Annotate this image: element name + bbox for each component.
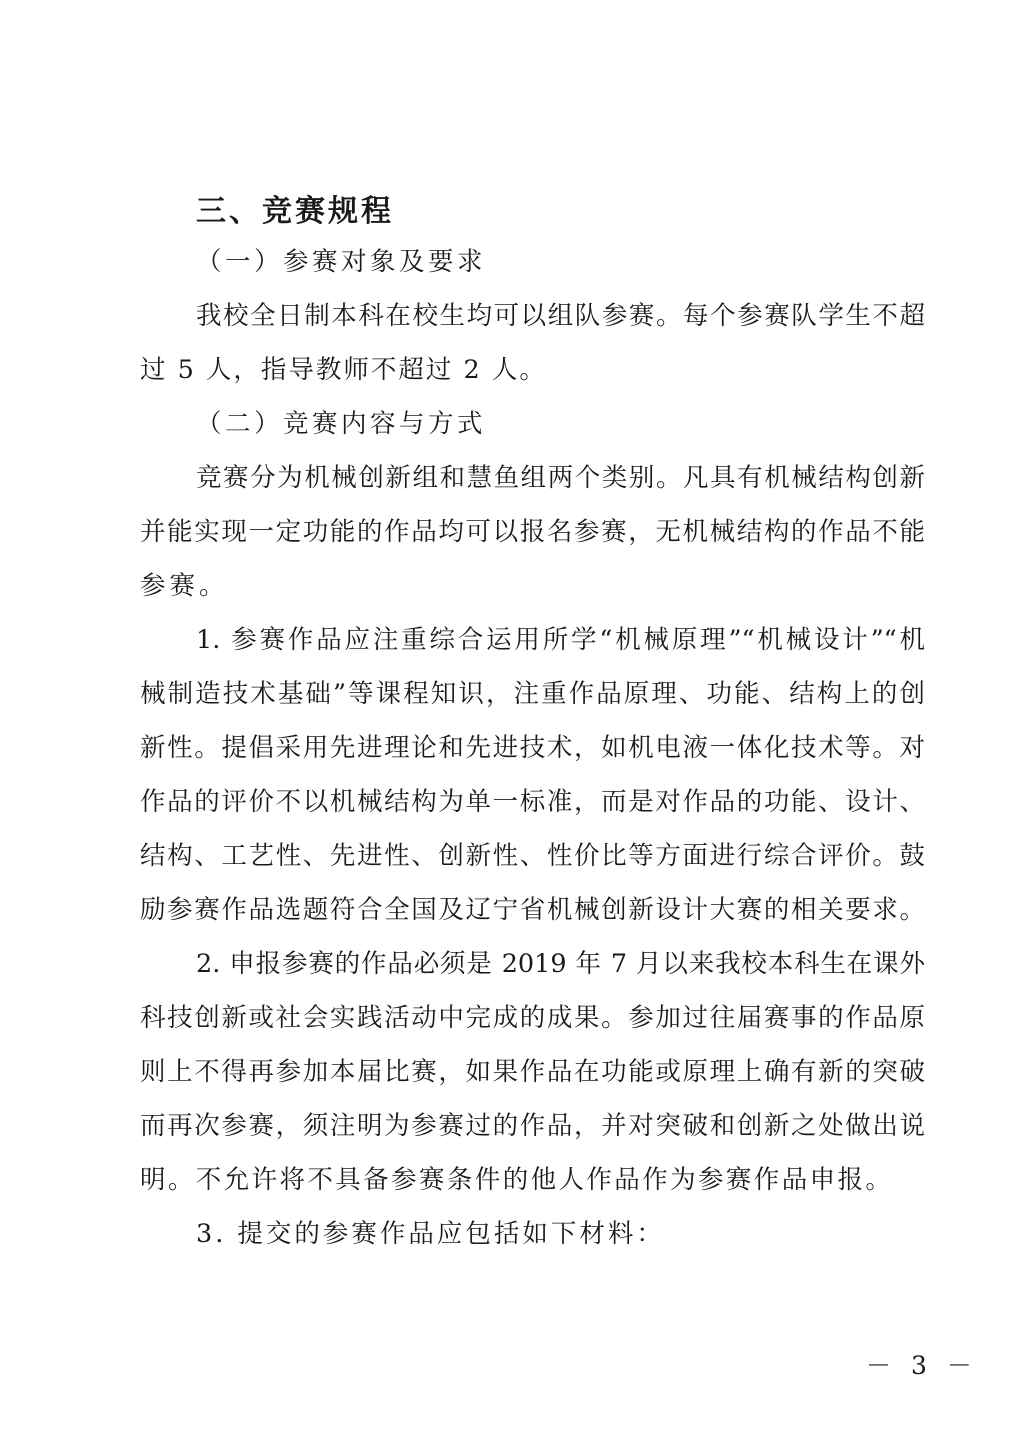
subsection-heading-1: （一）参赛对象及要求 — [196, 247, 487, 277]
item-2-line-1: 2. 申报参赛的作品必须是 2019 年 7 月以来我校本科生在课外 — [196, 949, 925, 979]
page-number: － 3 － — [866, 1351, 978, 1380]
item-1-line-6: 励参赛作品选题符合全国及辽宁省机械创新设计大赛的相关要求。 — [140, 895, 925, 925]
item-1-line-4: 作品的评价不以机械结构为单一标准，而是对作品的功能、设计、 — [140, 787, 925, 817]
item-3-line-1: 3. 提交的参赛作品应包括如下材料： — [196, 1219, 665, 1249]
item-2-line-5: 明。不允许将不具备参赛条件的他人作品作为参赛作品申报。 — [140, 1165, 894, 1195]
subsection-heading-2: （二）竞赛内容与方式 — [196, 409, 487, 439]
item-1-line-5: 结构、工艺性、先进性、创新性、性价比等方面进行综合评价。鼓 — [140, 841, 925, 871]
para-1-line-1: 我校全日制本科在校生均可以组队参赛。每个参赛队学生不超 — [196, 301, 925, 331]
item-2-line-2: 科技创新或社会实践活动中完成的成果。参加过往届赛事的作品原 — [140, 1003, 925, 1033]
para-2-line-2: 并能实现一定功能的作品均可以报名参赛，无机械结构的作品不能 — [140, 517, 925, 547]
item-2-line-3: 则上不得再参加本届比赛，如果作品在功能或原理上确有新的突破 — [140, 1057, 925, 1087]
para-1-line-2: 过 5 人，指导教师不超过 2 人。 — [140, 355, 547, 385]
item-1-line-1: 1. 参赛作品应注重综合运用所学“机械原理”“机械设计”“机 — [196, 625, 925, 655]
para-2-line-3: 参赛。 — [140, 571, 229, 601]
para-2-line-1: 竞赛分为机械创新组和慧鱼组两个类别。凡具有机械结构创新 — [196, 463, 925, 493]
item-1-line-3: 新性。提倡采用先进理论和先进技术，如机电液一体化技术等。对 — [140, 733, 925, 763]
section-heading: 三、竞赛规程 — [196, 194, 394, 229]
item-2-line-4: 而再次参赛，须注明为参赛过的作品，并对突破和创新之处做出说 — [140, 1111, 925, 1141]
item-1-line-2: 械制造技术基础”等课程知识，注重作品原理、功能、结构上的创 — [140, 679, 925, 709]
